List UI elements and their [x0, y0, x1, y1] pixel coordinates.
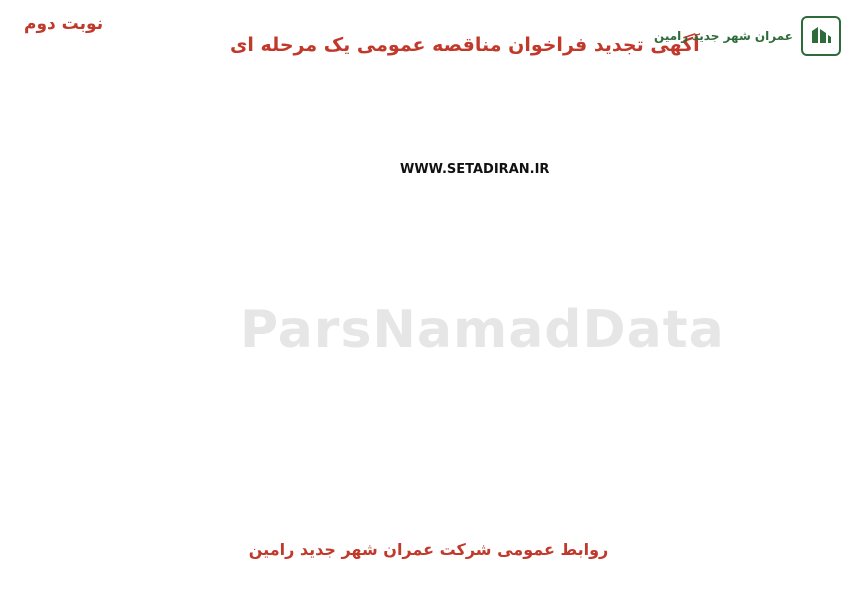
company-logo [631, 12, 841, 60]
body-line [20, 461, 837, 480]
body-line [20, 368, 837, 387]
body-line [20, 498, 837, 517]
body-line [20, 91, 837, 110]
body-line [20, 442, 837, 461]
body-line [20, 128, 837, 147]
logo-text [654, 29, 793, 44]
setad-site-address: WWW.SETADIRAN.IR [400, 162, 550, 177]
body-line [20, 109, 837, 128]
body-line [20, 257, 837, 276]
body-line [20, 202, 837, 221]
body-line [20, 479, 837, 498]
logo-mark-icon [801, 16, 841, 56]
body-line [20, 350, 837, 369]
body-line [20, 183, 837, 202]
notice-footer: روابط عمومی شرکت عمران شهر جدید رامین [248, 540, 609, 559]
body-line [20, 220, 837, 239]
body-line [20, 313, 837, 332]
notice-headline: آگهی تجدید فراخوان مناقصه عمومی یک مرحله ای [230, 34, 700, 56]
body-line [20, 424, 837, 443]
body-line [20, 387, 837, 406]
body-line [20, 294, 837, 313]
body-line [20, 276, 837, 295]
body-line [20, 405, 837, 424]
notice-body [20, 72, 837, 535]
body-line [20, 72, 837, 91]
logo-company-name: عمران شهر جدید رامین [654, 28, 793, 43]
watermark: ParsNamadData [240, 300, 725, 360]
body-line [20, 239, 837, 258]
notice-header [0, 0, 857, 68]
body-line [20, 516, 837, 535]
issue-tag: نوبت دوم [24, 14, 104, 34]
body-line [20, 331, 837, 350]
